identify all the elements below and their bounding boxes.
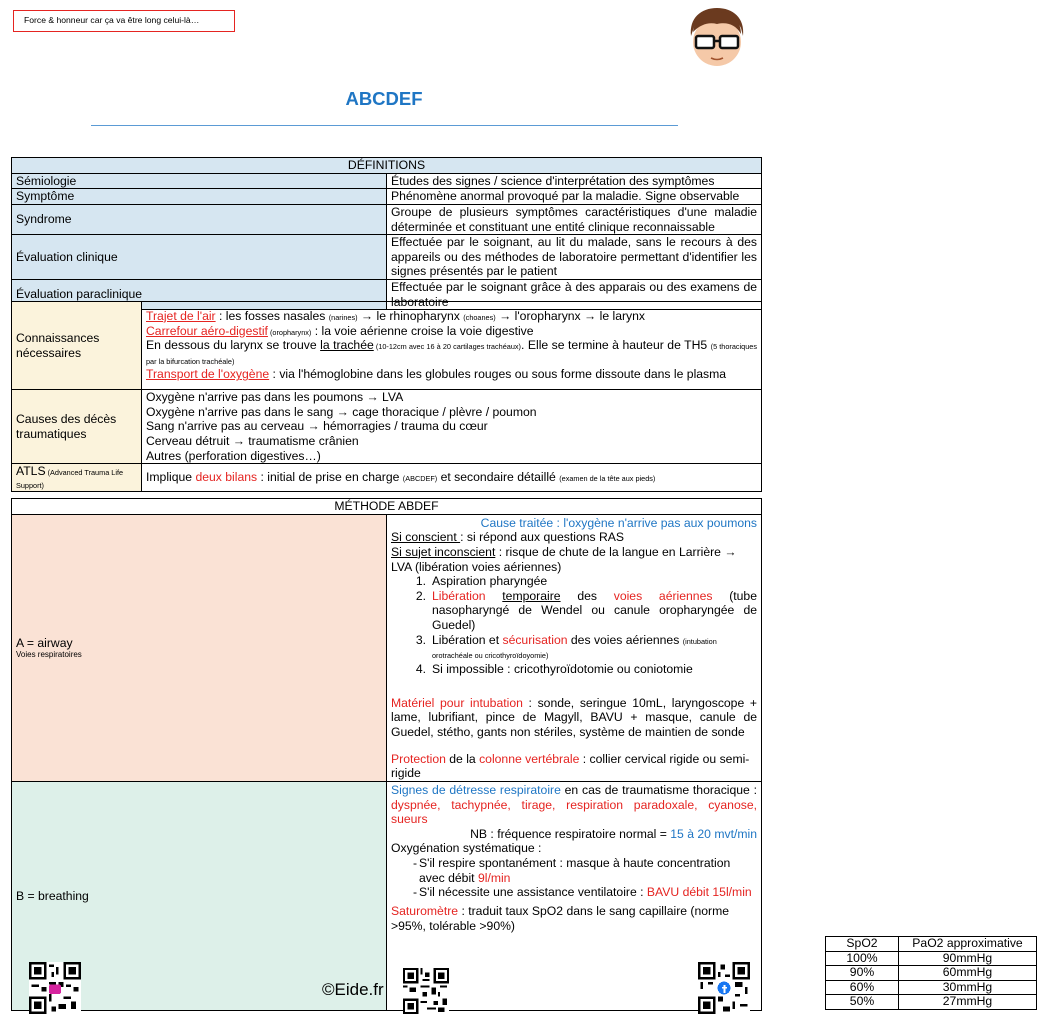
avatar-icon	[683, 6, 749, 68]
conscious-line: Si conscient : si répond aux questions RAS	[391, 530, 625, 545]
table-cell: 60mmHg	[899, 966, 1037, 981]
distress-signs: Signes de détresse respiratoire en cas de traumatisme thoracique : dyspnée, tachypnée, tirage, respiration paradoxale, cyanose, sueurs	[391, 782, 757, 827]
saturometer-line: Saturomètre : traduit taux SpO2 dans le sang capillaire (norme >95%, tolérable >90%)	[391, 904, 730, 933]
qr-code-icon[interactable]	[403, 968, 449, 1014]
airway-cause: Cause traitée : l'oxygène n'arrive pas aux poumons	[480, 515, 757, 530]
oxygen-transport-line: Transport de l'oxygène : via l'hémoglobine dans les globules rouges ou sous forme dissoute dans le plasma	[146, 367, 727, 382]
atls-label: ATLS (Advanced Trauma Life Support)	[12, 464, 142, 492]
table-header: PaO2 approximative	[899, 937, 1037, 952]
list-item: Autres (perforation digestives…)	[146, 448, 321, 463]
unconscious-line: Si sujet inconscient : risque de chute de la langue en Larrière → LVA (libération voies aériennes)	[391, 544, 737, 574]
breathing-label: B = breathing	[12, 781, 387, 1010]
page-title: ABCDEF	[345, 88, 423, 109]
oxygenation-heading: Oxygénation systématique :	[391, 841, 542, 856]
table-cell: 30mmHg	[899, 980, 1037, 995]
definitions-table	[11, 157, 762, 310]
intubation-material: Matériel pour intubation : sonde, seringue 10mL, laryngoscope + lame, lubrifiant, pince de Magyll, BAVU + masque, canule de Guedel, stétho, gants non stériles, système de maintien de sonde	[391, 695, 758, 739]
method-heading: MÉTHODE ABDEF	[12, 499, 762, 515]
airway-content	[387, 514, 762, 781]
definition-term: Symptôme	[12, 189, 387, 205]
definition-text: Phénomène anormal provoqué par la maladie. Signe observable	[387, 189, 762, 205]
table-cell: 90%	[826, 966, 899, 981]
qr-code-instagram-icon[interactable]	[29, 962, 81, 1014]
qr-code-facebook-icon[interactable]	[698, 962, 750, 1014]
table-cell: 27mmHg	[899, 995, 1037, 1010]
definition-term: Évaluation clinique	[12, 235, 387, 280]
respiratory-rate-note: NB : fréquence respiratoire normal = 15 à 20 mvt/min	[470, 826, 757, 841]
atls-content: Implique deux bilans : initial de prise en charge (ABCDEF) et secondaire détaillé (examen de la tête aux pieds)	[142, 464, 762, 492]
definition-text: Groupe de plusieurs symptômes caractéristiques d'une maladie déterminée et constituant une entité clinique reconnaissable	[387, 204, 762, 234]
knowledge-table	[11, 301, 762, 492]
list-item: Oxygène n'arrive pas dans le sang → cage thoracique / plèvre / poumon	[146, 404, 537, 419]
table-row	[826, 966, 1037, 981]
list-item: - S'il respire spontanément : masque à haute concentration avec débit 9l/min	[413, 856, 731, 885]
airway-label: A = airway Voies respiratoires	[12, 514, 387, 781]
list-item: Oxygène n'arrive pas dans les poumons → LVA	[146, 390, 404, 404]
list-item: - S'il nécessite une assistance ventilatoire : BAVU débit 15l/min	[413, 885, 752, 900]
copyright-text: ©Eide.fr	[322, 980, 384, 999]
definition-text: Effectuée par le soignant grâce à des apparais ou des examens de laboratoire	[387, 280, 762, 310]
table-cell: 100%	[826, 951, 899, 966]
definition-term: Syndrome	[12, 204, 387, 234]
spo2-table	[825, 936, 1037, 1010]
definition-term: Sémiologie	[12, 173, 387, 189]
list-item: 4. Si impossible : cricothyroïdotomie ou coniotomie	[415, 662, 693, 677]
method-table	[11, 498, 1023, 1011]
knowledge-label: Connaissances nécessaires	[12, 302, 142, 390]
title-divider	[91, 125, 678, 126]
definitions-heading: DÉFINITIONS	[12, 158, 762, 174]
knowledge-content	[142, 302, 762, 390]
table-row	[826, 951, 1037, 966]
tagline-box: Force & honneur car ça va être long celui-là…	[13, 10, 235, 32]
table-header-row	[826, 937, 1037, 952]
table-cell: 60%	[826, 980, 899, 995]
list-item: 3. Libération et sécurisation des voies aériennes (intubation orotrachéale ou cricothyroïdoyomie)	[415, 632, 717, 661]
definition-text: Études des signes / science d'interprétation des symptômes	[387, 173, 762, 189]
list-item: Sang n'arrive pas au cerveau → hémorragies / trauma du cœur	[146, 419, 488, 434]
table-header: SpO2	[826, 937, 899, 952]
definition-text: Effectuée par le soignant, au lit du malade, sans le recours à des appareils ou des méthodes de laboratoire permettant d'identifier les signes présentés par le patient	[387, 235, 762, 280]
aerodigestive-line: Carrefour aéro-digestif (oropharynx) : la voie aérienne croise la voie digestive	[146, 323, 534, 338]
death-causes-list	[142, 390, 762, 464]
list-item: 2. Libération temporaire des voies aériennes (tube nasopharyngé de Wendel ou canule oropharyngée de Guedel)	[415, 588, 757, 633]
list-item: Cerveau détruit → traumatisme crânien	[146, 433, 359, 448]
list-item: 1. Aspiration pharyngée	[415, 574, 548, 589]
table-cell: 90mmHg	[899, 951, 1037, 966]
airway-path-line: Trajet de l'air : les fosses nasales (narines) → le rhinopharynx (choanes) → l'oropharynx → le larynx	[146, 308, 645, 323]
table-cell: 50%	[826, 995, 899, 1010]
table-row	[826, 980, 1037, 995]
death-causes-label: Causes des décès traumatiques	[12, 390, 142, 464]
table-row	[826, 995, 1037, 1010]
spine-protection: Protection de la colonne vertébrale : collier cervical rigide ou semi-rigide	[391, 751, 750, 781]
definition-term: Évaluation paraclinique	[12, 280, 387, 310]
trachea-line: En dessous du larynx se trouve la trachée (10-12cm avec 16 à 20 cartilages trachéaux). Elle se termine à hauteur de TH5 (5 thoraciques par la bifurcation trachéale)	[146, 338, 758, 366]
